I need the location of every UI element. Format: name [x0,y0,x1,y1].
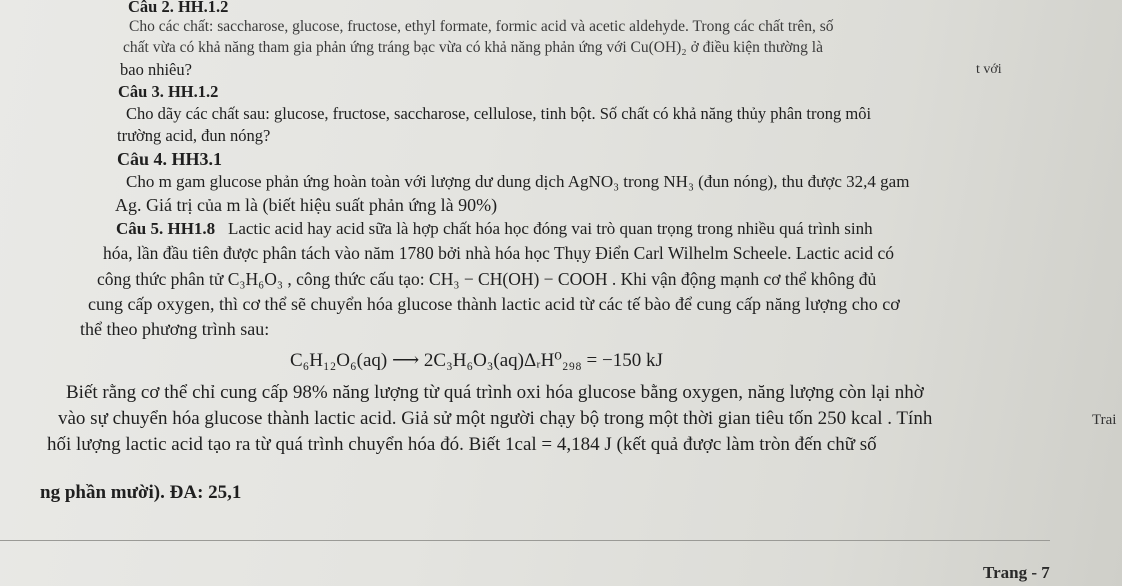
question-5-title: Câu 5. HH1.8 [116,219,216,238]
question-2-title: Câu 2. HH.1.2 [128,0,229,16]
question-5-line: thể theo phương trình sau: [80,319,270,339]
question-3-line: trường acid, đun nóng? [117,126,271,145]
margin-note: Trai [1092,412,1117,428]
question-2-line: chất vừa có khả năng tham gia phản ứng tráng bạc vừa có khả năng phản ứng với Cu(OH)₂ ở điều kiện thường là [123,39,823,56]
question-2-line: bao nhiêu? [120,60,192,79]
question-3-title: Câu 3. HH.1.2 [118,82,219,101]
question-5-line: vào sự chuyển hóa glucose thành lactic acid. Giả sử một người chạy bộ trong một thời gian tiêu tốn 250 kcal . Tính [58,408,933,429]
question-5-line: hối lượng lactic acid tạo ra từ quá trình chuyển hóa đó. Biết 1cal = 4,184 J (kết quả được làm tròn đến chữ số [47,434,877,455]
question-5-line: công thức phân tử C₃H₆O₃ , công thức cấu tạo: CH₃ − CH(OH) − COOH . Khi vận động mạnh cơ thể không đủ [97,269,877,289]
question-3-line: Cho dãy các chất sau: glucose, fructose, saccharose, cellulose, tinh bột. Số chất có khả năng thủy phân trong môi [126,104,872,123]
question-5-first-line [116,218,873,240]
margin-note: t với [976,62,1002,77]
question-4-line: Ag. Giá trị của m là (biết hiệu suất phản ứng là 90%) [115,195,498,215]
page-number: Trang - 7 [983,563,1050,582]
question-2-line: Cho các chất: saccharose, glucose, fructose, ethyl formate, formic acid và acetic aldehyde. Trong các chất trên, số [129,18,834,35]
question-5-line: Biết rằng cơ thể chỉ cung cấp 98% năng lượng từ quá trình oxi hóa glucose bằng oxygen, năng lượng còn lại nhờ [66,382,924,403]
question-5-line: Lactic acid hay acid sữa là hợp chất hóa học đóng vai trò quan trọng trong nhiều quá trình sinh [227,219,873,238]
question-5-line: hóa, lần đầu tiên được phân tách vào năm 1780 bởi nhà hóa học Thụy Điển Carl Wilhelm Scheele. Lactic acid có [103,243,895,263]
answer-line: ng phần mười). ĐA: 25,1 [40,482,242,503]
divider-line [0,540,1050,541]
question-5-line: cung cấp oxygen, thì cơ thể sẽ chuyển hóa glucose thành lactic acid từ các tế bào để cung cấp năng lượng cho cơ [88,294,900,314]
question-4-line: Cho m gam glucose phản ứng hoàn toàn với lượng dư dung dịch AgNO₃ trong NH₃ (đun nóng), thu được 32,4 gam [126,172,910,191]
question-4-title: Câu 4. HH3.1 [117,149,223,169]
reaction-equation: C₆H₁₂O₆(aq) ⟶ 2C₃H₆O₃(aq)ΔᵣH⁰₂₉₈ = −150 kJ [290,350,663,371]
